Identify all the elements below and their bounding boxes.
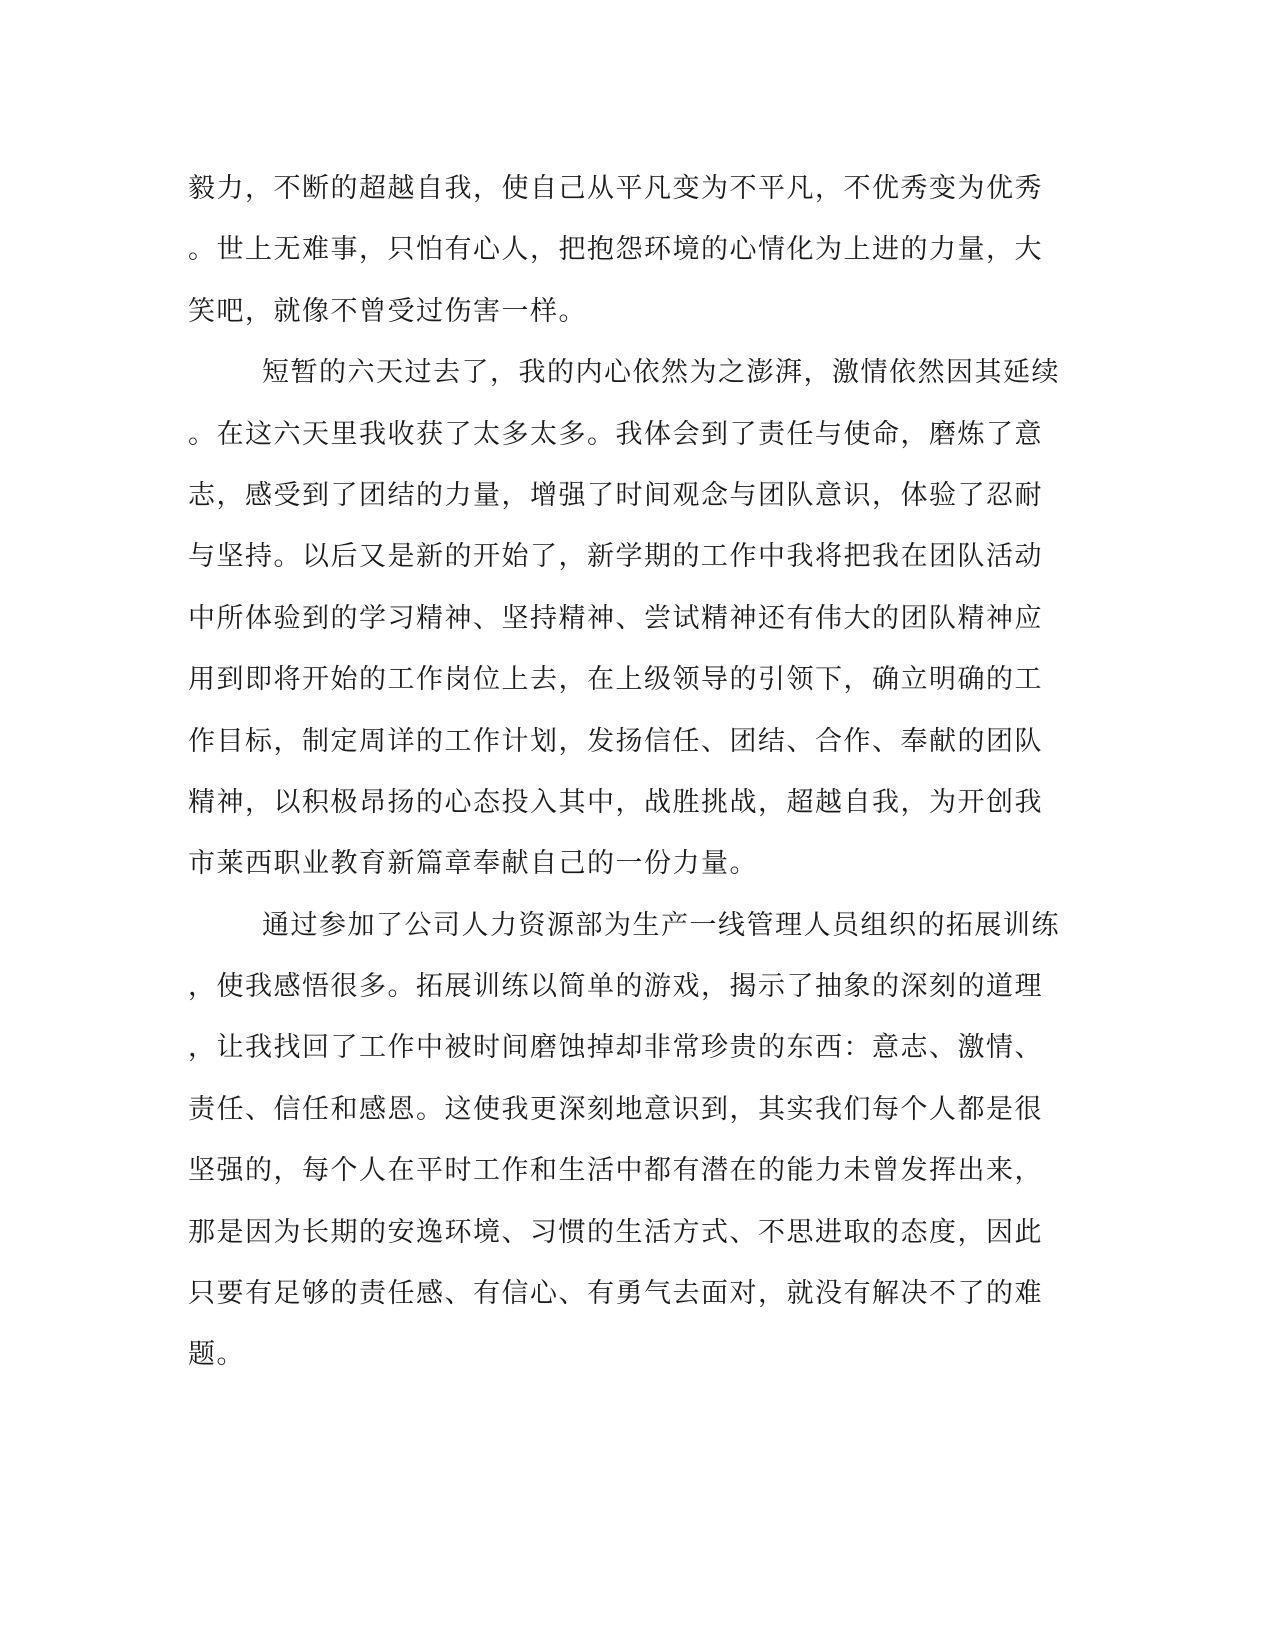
text-line: 那是因为长期的安逸环境、习惯的生活方式、不思进取的态度，因此 <box>188 1216 1043 1248</box>
text-line: 市莱西职业教育新篇章奉献自己的一份力量。 <box>188 848 758 880</box>
text-line: 短暂的六天过去了，我的内心依然为之澎湃，激情依然因其延续 <box>262 357 1060 389</box>
paragraph-1 <box>188 158 1088 342</box>
text-line: ，让我找回了工作中被时间磨蚀掉却非常珍贵的东西：意志、激情、 <box>188 1032 1043 1064</box>
text-line: 只要有足够的责任感、有信心、有勇气去面对，就没有解决不了的难 <box>188 1278 1043 1310</box>
text-line: ，使我感悟很多。拓展训练以简单的游戏，揭示了抽象的深刻的道理 <box>188 971 1043 1003</box>
text-line: 责任、信任和感恩。这使我更深刻地意识到，其实我们每个人都是很 <box>188 1093 1043 1125</box>
text-line: 志，感受到了团结的力量，增强了时间观念与团队意识，体验了忍耐 <box>188 479 1043 511</box>
body-text <box>188 158 1088 1386</box>
text-line: 笑吧，就像不曾受过伤害一样。 <box>188 295 587 327</box>
text-line: 毅力，不断的超越自我，使自己从平凡变为不平凡，不优秀变为优秀 <box>188 173 1043 204</box>
text-line: 通过参加了公司人力资源部为生产一线管理人员组织的拓展训练 <box>262 909 1060 941</box>
text-line: 。世上无难事，只怕有心人，把抱怨环境的心情化为上进的力量，大 <box>188 234 1043 266</box>
paragraph-3 <box>188 895 1088 1386</box>
text-line: 与坚持。以后又是新的开始了，新学期的工作中我将把我在团队活动 <box>188 541 1043 573</box>
text-line: 中所体验到的学习精神、坚持精神、尝试精神还有伟大的团队精神应 <box>188 602 1043 634</box>
text-line: 作目标，制定周详的工作计划，发扬信任、团结、合作、奉献的团队 <box>188 725 1043 757</box>
text-line: 。在这六天里我收获了太多太多。我体会到了责任与使命，磨炼了意 <box>188 418 1043 450</box>
paragraph-2 <box>188 342 1088 895</box>
text-line: 用到即将开始的工作岗位上去，在上级领导的引领下，确立明确的工 <box>188 664 1043 696</box>
text-line: 题。 <box>188 1339 245 1371</box>
text-line: 坚强的，每个人在平时工作和生活中都有潜在的能力未曾发挥出来， <box>188 1155 1043 1187</box>
text-line: 精神，以积极昂扬的心态投入其中，战胜挑战，超越自我，为开创我 <box>188 786 1043 818</box>
